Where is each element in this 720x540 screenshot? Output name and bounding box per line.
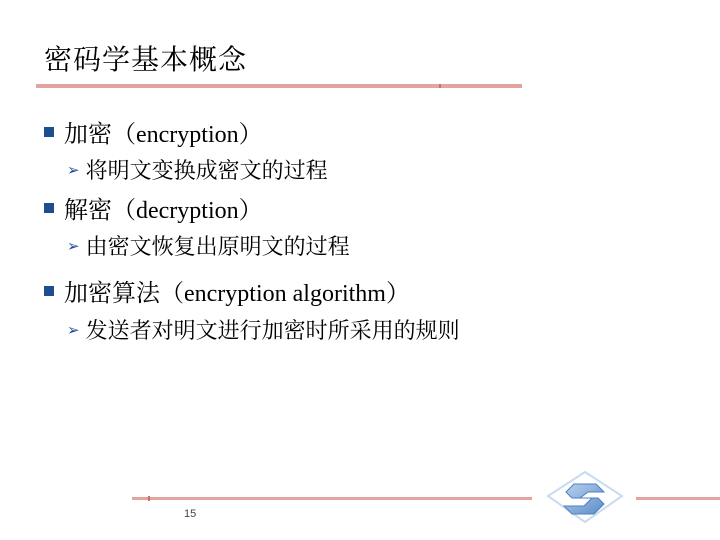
bullet-label: 解密 bbox=[64, 196, 112, 224]
footer-rule-left bbox=[132, 497, 532, 500]
bullet-term: （decryption） bbox=[112, 198, 263, 224]
bullet-term: （encryption） bbox=[112, 122, 263, 148]
arrow-bullet-icon: ➢ bbox=[67, 320, 80, 339]
subbullet-text: 由密文恢复出原明文的过程 bbox=[85, 235, 350, 260]
bullet-decryption bbox=[44, 190, 263, 225]
title-underline bbox=[36, 84, 522, 88]
footer-rule-right bbox=[636, 497, 720, 500]
bullet-encryption bbox=[44, 114, 263, 149]
subbullet-encryption bbox=[67, 154, 328, 185]
slide-title: 密码学基本概念 bbox=[44, 43, 248, 76]
square-bullet-icon bbox=[44, 127, 54, 137]
subbullet-decryption bbox=[67, 230, 350, 261]
page-number: 15 bbox=[184, 508, 197, 520]
bullet-label: 加密 bbox=[64, 120, 112, 148]
square-bullet-icon bbox=[44, 203, 54, 213]
footer-rule-tick bbox=[148, 496, 150, 501]
bullet-encryption-algorithm bbox=[44, 273, 410, 308]
subbullet-text: 将明文变换成密文的过程 bbox=[85, 159, 328, 184]
arrow-bullet-icon: ➢ bbox=[67, 160, 80, 179]
title-underline-tick bbox=[439, 84, 441, 88]
bullet-term: （encryption algorithm） bbox=[160, 281, 410, 307]
subbullet-encryption-algorithm bbox=[67, 314, 460, 345]
subbullet-text: 发送者对明文进行加密时所采用的规则 bbox=[85, 319, 460, 344]
square-bullet-icon bbox=[44, 286, 54, 296]
bullet-label: 加密算法 bbox=[64, 279, 160, 307]
logo-icon bbox=[544, 470, 626, 532]
arrow-bullet-icon: ➢ bbox=[67, 236, 80, 255]
